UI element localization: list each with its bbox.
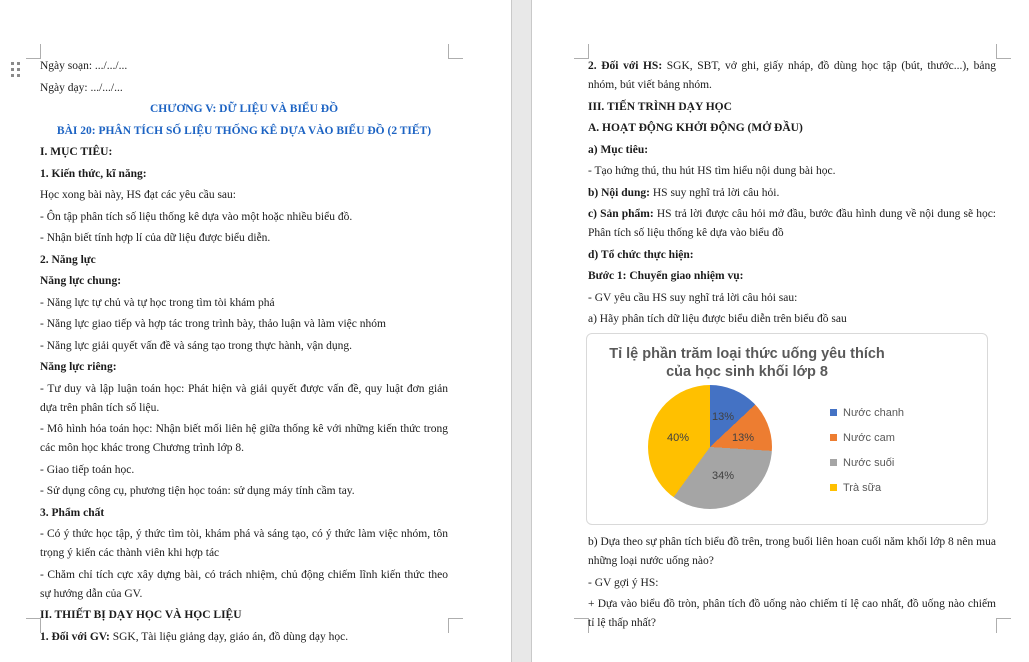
- pie-chart[interactable]: [586, 333, 988, 525]
- paragraph[interactable]: - Sử dụng công cụ, phương tiện học toán: sử dụng máy tính cầm tay.: [40, 485, 355, 497]
- subsection-heading[interactable]: a) Mục tiêu:: [588, 143, 649, 156]
- paragraph[interactable]: b) Dựa theo sự phân tích biểu đồ trên, trong buổi liên hoan cuối năm khối lớp 8 nên mua những loại nước uống nào?: [588, 536, 996, 567]
- paragraph[interactable]: - Năng lực giao tiếp và hợp tác trong trình bày, thảo luận và làm việc nhóm: [40, 318, 386, 330]
- paragraph[interactable]: Ngày dạy: .../.../...: [40, 81, 123, 94]
- pie-data-label: 13%: [731, 432, 755, 444]
- subsection-heading[interactable]: 3. Phẩm chất: [40, 506, 105, 519]
- margin-mark-icon: [448, 44, 463, 59]
- paragraph[interactable]: - Năng lực giải quyết vấn đề và sáng tạo trong thực hành, vận dụng.: [40, 339, 353, 352]
- margin-mark-icon: [996, 618, 1011, 633]
- subsection-heading[interactable]: 1. Kiến thức, kĩ năng:: [40, 167, 147, 180]
- legend-swatch-icon: [830, 409, 837, 416]
- chart-title: Tỉ lệ phần trăm loại thức uống yêu thích của học sinh khối lớp 8: [609, 346, 885, 380]
- legend-item: Nước suối: [830, 450, 904, 475]
- margin-mark-icon: [26, 44, 41, 59]
- legend-swatch-icon: [830, 459, 837, 466]
- page1-text-column: [40, 57, 448, 649]
- chart-legend: [830, 400, 904, 500]
- paragraph[interactable]: c) Sản phẩm: HS trả lời được câu hỏi mở đầu, bước đầu hình dung về nội dung sẽ học: Phân tích số liệu thống kê dựa vào biểu đồ: [588, 208, 996, 239]
- paragraph[interactable]: - Ôn tập phân tích số liệu thống kê dựa vào một hoặc nhiều biểu đồ.: [40, 210, 353, 223]
- margin-mark-icon: [26, 618, 41, 633]
- legend-swatch-icon: [830, 434, 837, 441]
- paragraph[interactable]: Ngày soạn: .../.../...: [40, 60, 128, 72]
- paragraph[interactable]: 2. Đối với HS: SGK, SBT, vở ghi, giấy nháp, đồ dùng học tập (bút, thước...), bảng nhóm, bút viết bảng nhóm.: [588, 60, 996, 91]
- paragraph[interactable]: b) Nội dung: HS suy nghĩ trả lời câu hỏi.: [588, 186, 780, 199]
- legend-item: Nước cam: [830, 425, 904, 450]
- pie-data-label: 13%: [711, 411, 735, 423]
- pie-data-label: 40%: [666, 432, 690, 444]
- lesson-heading[interactable]: BÀI 20: PHÂN TÍCH SỐ LIỆU THỐNG KÊ DỰA VÀO BIỂU ĐỒ (2 TIẾT): [56, 124, 432, 137]
- paragraph[interactable]: 1. Đối với GV: SGK, Tài liệu giảng dạy, giáo án, đồ dùng dạy học.: [40, 630, 349, 643]
- drag-handle-icon[interactable]: [11, 62, 20, 77]
- subsection-heading[interactable]: Bước 1: Chuyển giao nhiệm vụ:: [588, 270, 744, 282]
- margin-mark-icon: [574, 44, 589, 59]
- chapter-heading[interactable]: CHƯƠNG V: DỮ LIỆU VÀ BIỂU ĐỒ: [149, 103, 339, 115]
- pie-graphic: [648, 385, 772, 509]
- paragraph[interactable]: - Mô hình hóa toán học: Nhận biết mối liên hệ giữa thống kê với những kiến thức trong các môn học khác trong Chương trình lớp 8.: [40, 423, 448, 454]
- subsection-heading[interactable]: 2. Năng lực: [40, 253, 96, 266]
- paragraph[interactable]: - Chăm chỉ tích cực xây dựng bài, có trách nhiệm, chủ động chiếm lĩnh kiến thức theo sự hướng dẫn của GV.: [40, 568, 448, 600]
- paragraph[interactable]: - Tạo hứng thú, thu hút HS tìm hiểu nội dung bài học.: [588, 165, 836, 177]
- document-page-1[interactable]: [0, 0, 512, 662]
- section-heading[interactable]: A. HOẠT ĐỘNG KHỞI ĐỘNG (MỞ ĐẦU): [588, 122, 803, 134]
- section-heading[interactable]: III. TIẾN TRÌNH DẠY HỌC: [588, 100, 732, 113]
- subsection-heading[interactable]: Năng lực chung:: [40, 275, 122, 287]
- paragraph[interactable]: - Năng lực tự chủ và tự học trong tìm tòi khám phá: [40, 296, 275, 309]
- legend-item: Trà sữa: [830, 475, 904, 500]
- margin-mark-icon: [996, 44, 1011, 59]
- paragraph[interactable]: - Có ý thức học tập, ý thức tìm tòi, khám phá và sáng tạo, có ý thức làm việc nhóm, tôn trọng ý kiến các thành viên khi hợp tác: [40, 528, 448, 559]
- subsection-heading[interactable]: d) Tổ chức thực hiện:: [588, 248, 694, 261]
- subsection-heading[interactable]: Năng lực riêng:: [40, 361, 117, 373]
- legend-item: Nước chanh: [830, 400, 904, 425]
- paragraph[interactable]: - GV gợi ý HS:: [588, 576, 659, 589]
- margin-mark-icon: [448, 618, 463, 633]
- paragraph[interactable]: + Dựa vào biểu đồ tròn, phân tích đồ uống nào chiếm tỉ lệ cao nhất, đồ uống nào chiếm tỉ lệ thấp nhất?: [588, 598, 996, 629]
- paragraph[interactable]: Học xong bài này, HS đạt các yêu cầu sau:: [40, 189, 236, 201]
- section-heading[interactable]: II. THIẾT BỊ DẠY HỌC VÀ HỌC LIỆU: [40, 609, 242, 621]
- pie-data-label: 34%: [711, 470, 735, 482]
- paragraph[interactable]: - GV yêu cầu HS suy nghĩ trả lời câu hỏi sau:: [588, 291, 798, 304]
- document-page-2[interactable]: [531, 0, 1029, 662]
- legend-swatch-icon: [830, 484, 837, 491]
- margin-mark-icon: [574, 618, 589, 633]
- paragraph[interactable]: a) Hãy phân tích dữ liệu được biểu diễn trên biểu đồ sau: [588, 313, 847, 325]
- paragraph[interactable]: - Nhận biết tính hợp lí của dữ liệu được biểu diễn.: [40, 232, 271, 244]
- paragraph[interactable]: - Tư duy và lập luận toán học: Phát hiện và giải quyết được vấn đề, quy luật đơn giản dựa trên phân tích số liệu.: [40, 382, 448, 414]
- paragraph[interactable]: - Giao tiếp toán học.: [40, 463, 135, 476]
- section-heading[interactable]: I. MỤC TIÊU:: [40, 146, 113, 158]
- page2-text-column: [588, 57, 996, 636]
